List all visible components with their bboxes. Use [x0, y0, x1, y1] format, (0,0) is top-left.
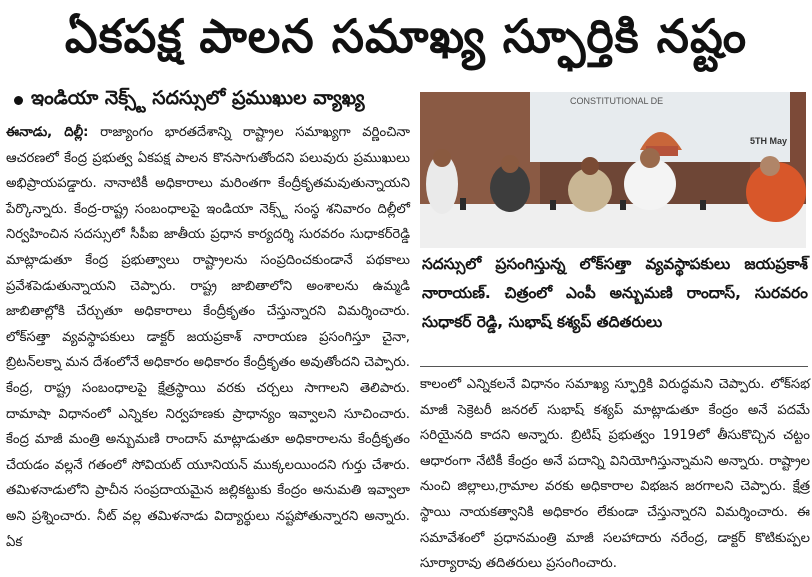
article-column-left [6, 120, 410, 558]
news-photo [420, 92, 806, 248]
article-column-right [420, 372, 810, 572]
body-paragraph-right: కాలంలో ఎన్నికలనే విధానం సమాఖ్య స్ఫూర్తికి విరుద్ధమని చెప్పారు. లోక్‌సభ మాజీ సెక్రెటరీ జనరల్ సుభాష్ కశ్యప్ మాట్లాడుతూ కేంద్రం అనే పదమే సరియైనది కాదని అన్నారు. బ్రిటిష్ ప్రభుత్వం 1919లో తీసుకొచ్చిన చట్టం ఆధారంగా నేటికీ కేంద్రం అనే పదాన్ని వినియోగిస్తున్నామని అన్నారు. రాష్ట్రాల నుంచి జిల్లాలు,గ్రామాల వరకు అధికారాల విభజన జరగాలని చెప్పారు. క్షేత్ర స్థాయి నాయకత్వానికి అధికారం లేకుండా చేస్తున్నారని విమర్శించారు. ఈ సమావేశంలో ప్రధానమంత్రి మాజీ సలహాదారు నరేంద్ర, డాక్టర్ కొటికుప్పల సూర్యారావు తదితరులు ప్రసంగించారు. [420, 377, 810, 572]
body-paragraph-left: రాజ్యాంగం భారతదేశాన్ని రాష్ట్రాల సమాఖ్యగా వర్ణించినా ఆచరణలో కేంద్ర ప్రభుత్వ ఏకపక్ష పాలన కొనసాగుతోందని పలువురు ప్రముఖులు అభిప్రాయపడ్డారు. నానాటికీ అధికారాలు మరింతగా కేంద్రీకృతమవుతున్నాయని పేర్కొన్నారు. కేంద్ర-రాష్ట్ర సంబంధాలపై ఇండియా నెక్స్ట్ సంస్థ శనివారం దిల్లీలో నిర్వహించిన సదస్సులో సీపీఐ జాతీయ ప్రధాన కార్యదర్శి సురవరం సుధాకర్‌రెడ్డి మాట్లాడుతూ కేంద్ర ప్రభుత్వాలు రాష్ట్రాలను సంప్రదించకుండానే పథకాలు ప్రవేశపెడుతున్నాయని చెప్పారు. రాష్ట్ర జాబితాలోని అంశాలను ఉమ్మడి జాబితాల్లోకి చేర్చుతూ అధికారాలు కేంద్రీకృతం చేస్తున్నారని విమర్శించారు. లోక్‌సత్తా వ్యవస్థాపకులు డాక్టర్ జయప్రకాశ్ నారాయణ ప్రసంగిస్తూ చైనా, బ్రిటన్‌లక్నా మన దేశంలోనే అధికారం అధికారం కేంద్రీకృతం అవుతోందని చెప్పారు. కేంద్ర, రాష్ట్ర సంబంధాలపై క్షేత్రస్థాయి వరకు చర్చలు సాగాలని తెలిపారు. దామాషా విధానంలో ఎన్నికల నిర్వహణకు ప్రాధాన్యం ఇవ్వాలని సూచించారు. కేంద్ర మాజీ మంత్రి అన్బుమణి రాందాస్ మాట్లాడుతూ అధికారాలను కేంద్రీకృతం చేయడం వల్లనే గతంలో సోవియట్ యూనియన్ ముక్కలయిందని గుర్తు చేశారు. తమిళనాడులోని ప్రాచీన సంప్రదాయమైన జల్లికట్టుకు కేంద్రం అనుమతి ఇవ్వాలా అని ప్రశ్నించారు. నీట్ వల్ల తమిళనాడు విద్యార్థులు నష్టపోతున్నారని అన్నారు. ఏక [6, 125, 410, 550]
conference-photo [420, 92, 806, 248]
photo-caption: సదస్సులో ప్రసంగిస్తున్న లోక్‌సత్తా వ్యవస్థాపకులు జయప్రకాశ్ నారాయణ్. చిత్రంలో ఎంపీ అన్బుమణి రాందాస్, సురవరం సుధాకర్ రెడ్డి, సుభాష్ కశ్యప్ తదితరులు [422, 255, 808, 331]
caption-divider [420, 366, 808, 367]
subheadline-text: ఇండియా నెక్స్ట్ సదస్సులో ప్రముఖుల వ్యాఖ్య [31, 86, 365, 109]
banner-date: 5TH May [750, 136, 788, 146]
bullet-icon [14, 96, 23, 105]
dateline: ఈనాడు, దిల్లీ: [6, 125, 89, 140]
banner-text: CONSTITUTIONAL DE [570, 96, 664, 106]
headline: ఏకపక్ష పాలన సమాఖ్య స్ఫూర్తికి నష్టం [64, 9, 748, 63]
subheadline [14, 86, 406, 114]
